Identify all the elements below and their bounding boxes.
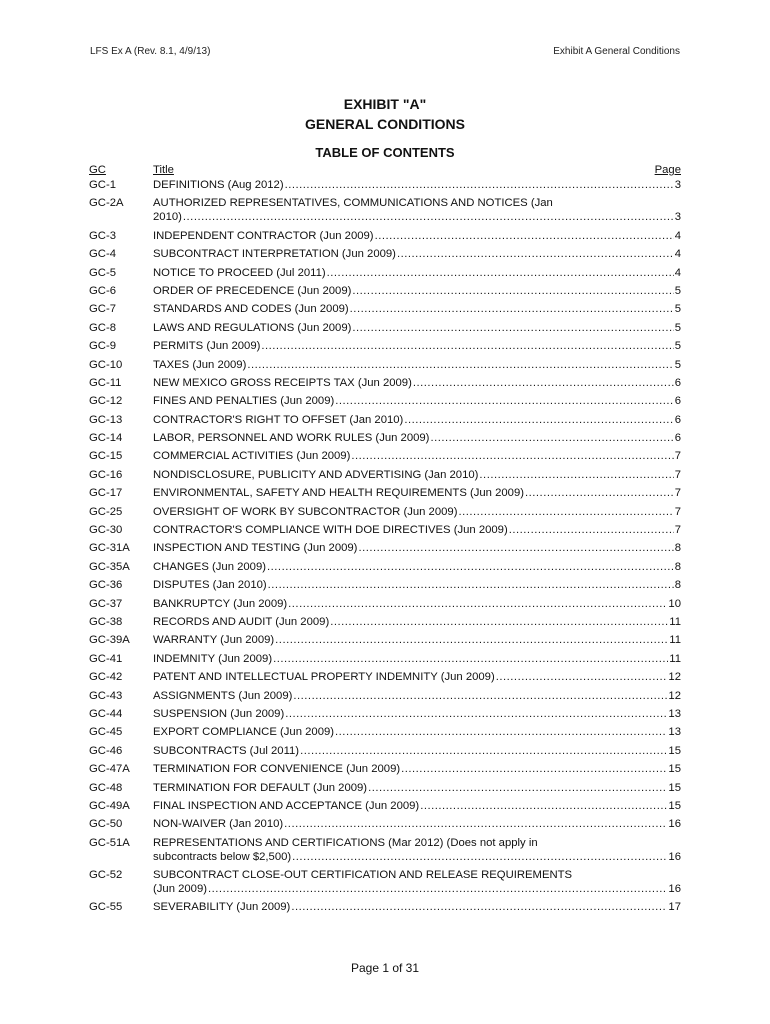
toc-entry-line bbox=[153, 900, 681, 914]
toc-entry-line bbox=[153, 358, 681, 372]
toc-entry[interactable] bbox=[89, 633, 681, 647]
toc-entry[interactable] bbox=[89, 266, 681, 280]
toc-entry-gc: GC-46 bbox=[89, 744, 123, 757]
toc-entry-line bbox=[153, 799, 681, 813]
toc-entry-title: NOTICE TO PROCEED (Jul 2011) bbox=[153, 266, 326, 279]
toc-entry-title: FINAL INSPECTION AND ACCEPTANCE (Jun 2009) bbox=[153, 799, 420, 812]
toc-entry-title: SUBCONTRACTS (Jul 2011) bbox=[153, 744, 300, 757]
toc-entry-title: WARRANTY (Jun 2009) bbox=[153, 634, 275, 647]
toc-entry-title: EXPORT COMPLIANCE (Jun 2009) bbox=[153, 726, 335, 739]
toc-entry-gc: GC-41 bbox=[89, 652, 123, 665]
toc-entry-body bbox=[153, 597, 681, 611]
toc-entry-line bbox=[153, 376, 681, 390]
dot-leader bbox=[275, 633, 668, 647]
toc-entry-title-line: REPRESENTATIONS AND CERTIFICATIONS (Mar 2012) (Does not apply in bbox=[153, 836, 538, 849]
toc-entry-gc: GC-42 bbox=[89, 671, 123, 684]
toc-entry-title: TERMINATION FOR DEFAULT (Jun 2009) bbox=[153, 781, 368, 794]
toc-entry-line bbox=[153, 652, 681, 666]
toc-entry[interactable] bbox=[89, 523, 681, 537]
toc-column-headers bbox=[89, 163, 681, 178]
dot-leader bbox=[208, 882, 667, 896]
toc-entry-line bbox=[153, 541, 681, 555]
page-footer: Page 1 of 31 bbox=[350, 961, 420, 975]
toc-entry-gc: GC-44 bbox=[89, 707, 123, 720]
toc-entry-title: INSPECTION AND TESTING (Jun 2009) bbox=[153, 542, 358, 555]
toc-entry-body bbox=[153, 799, 681, 813]
toc-entry-gc: GC-48 bbox=[89, 781, 123, 794]
toc-entry-title: PERMITS (Jun 2009) bbox=[153, 340, 261, 353]
toc-entry-body bbox=[153, 486, 681, 500]
toc-entry-line bbox=[153, 321, 681, 335]
toc-entry-page: 11 bbox=[669, 634, 681, 647]
toc-entry-line bbox=[153, 339, 681, 353]
toc-entry-gc: GC-30 bbox=[89, 524, 123, 537]
toc-entry[interactable] bbox=[89, 900, 681, 914]
toc-entry-body bbox=[153, 781, 681, 795]
toc-entry[interactable] bbox=[89, 652, 681, 666]
toc-entry-title: CHANGES (Jun 2009) bbox=[153, 560, 267, 573]
dot-leader bbox=[430, 431, 673, 445]
toc-entry-page: 5 bbox=[674, 284, 681, 297]
toc-entry-title: PATENT AND INTELLECTUAL PROPERTY INDEMNITY (Jun 2009) bbox=[153, 671, 495, 684]
toc-entry-gc: GC-13 bbox=[89, 413, 123, 426]
toc-entry[interactable] bbox=[89, 707, 681, 721]
dot-leader bbox=[351, 449, 673, 463]
toc-entry[interactable] bbox=[89, 560, 681, 574]
toc-entry-page: 7 bbox=[674, 505, 681, 518]
toc-entry-title: CONTRACTOR'S RIGHT TO OFFSET (Jan 2010) bbox=[153, 413, 404, 426]
toc-entry-page: 6 bbox=[674, 432, 681, 445]
toc-entry-page: 5 bbox=[674, 358, 681, 371]
toc-entry-body bbox=[153, 744, 681, 758]
toc-entry-title: subcontracts below $2,500) bbox=[153, 850, 292, 863]
toc-entry-title: OVERSIGHT OF WORK BY SUBCONTRACTOR (Jun 2009) bbox=[153, 505, 458, 518]
toc-entry-body bbox=[153, 321, 681, 335]
toc-entry-title: LABOR, PERSONNEL AND WORK RULES (Jun 2009) bbox=[153, 432, 430, 445]
toc-entry-page: 6 bbox=[674, 413, 681, 426]
toc-entry-body bbox=[153, 178, 681, 192]
toc-entry-gc: GC-17 bbox=[89, 487, 123, 500]
toc-entry-body bbox=[153, 560, 681, 574]
toc-entry-page: 7 bbox=[674, 468, 681, 481]
toc-entry-page: 13 bbox=[668, 726, 681, 739]
toc-entry-gc: GC-15 bbox=[89, 450, 123, 463]
toc-entry[interactable] bbox=[89, 541, 681, 555]
title-line-2: GENERAL CONDITIONS bbox=[305, 116, 465, 132]
dot-leader bbox=[285, 707, 667, 721]
toc-entry-body bbox=[153, 247, 681, 261]
toc-entry-page: 11 bbox=[669, 652, 681, 665]
toc-entry-line bbox=[153, 431, 681, 445]
toc-entry-page: 15 bbox=[668, 799, 681, 812]
toc-entry-gc: GC-3 bbox=[89, 229, 116, 242]
toc-entry-line bbox=[153, 247, 681, 261]
toc-entry-gc: GC-50 bbox=[89, 818, 123, 831]
toc-entry-page: 5 bbox=[674, 321, 681, 334]
toc-entry-line bbox=[153, 486, 681, 500]
toc-entry-page: 15 bbox=[668, 744, 681, 757]
toc-entry[interactable] bbox=[89, 670, 681, 684]
toc-entry-gc: GC-38 bbox=[89, 615, 123, 628]
toc-entry-title: DISPUTES (Jan 2010) bbox=[153, 579, 267, 592]
toc-entry-page: 4 bbox=[674, 248, 681, 261]
toc-entry-gc: GC-35A bbox=[89, 560, 130, 573]
toc-entry-gc: GC-10 bbox=[89, 358, 123, 371]
toc-entry-title: TERMINATION FOR CONVENIENCE (Jun 2009) bbox=[153, 763, 401, 776]
toc-entry-body bbox=[153, 578, 681, 592]
toc-entry-line bbox=[153, 284, 681, 298]
toc-entry-body bbox=[153, 836, 681, 864]
toc-entry-body bbox=[153, 505, 681, 519]
toc-entry[interactable] bbox=[89, 284, 681, 298]
dot-leader bbox=[458, 505, 673, 519]
toc-entry-page: 12 bbox=[668, 689, 681, 702]
toc-entry[interactable] bbox=[89, 836, 681, 864]
dot-leader bbox=[291, 900, 667, 914]
dot-leader bbox=[404, 413, 673, 427]
toc-entry-page: 16 bbox=[668, 818, 681, 831]
toc-entry-page: 16 bbox=[668, 883, 681, 896]
dot-leader bbox=[335, 725, 667, 739]
toc-entry-body bbox=[153, 284, 681, 298]
toc-entry-title: ASSIGNMENTS (Jun 2009) bbox=[153, 689, 293, 702]
toc-entry-page: 7 bbox=[674, 487, 681, 500]
dot-leader bbox=[284, 817, 667, 831]
toc-entry[interactable] bbox=[89, 321, 681, 335]
toc-entry-line bbox=[153, 762, 681, 776]
toc-entry-line bbox=[153, 302, 681, 316]
toc-entry-body bbox=[153, 707, 681, 721]
dot-leader bbox=[292, 850, 667, 864]
dot-leader bbox=[273, 652, 668, 666]
toc-entry-body bbox=[153, 689, 681, 703]
toc-entry[interactable] bbox=[89, 505, 681, 519]
toc-entry-page: 4 bbox=[674, 229, 681, 242]
toc-entry-title: RECORDS AND AUDIT (Jun 2009) bbox=[153, 615, 330, 628]
toc-entry-gc: GC-5 bbox=[89, 266, 116, 279]
toc-entry-body bbox=[153, 468, 681, 482]
toc-entry[interactable] bbox=[89, 868, 681, 896]
toc-entry-gc: GC-7 bbox=[89, 303, 116, 316]
dot-leader bbox=[358, 541, 673, 555]
toc-entry-title: STANDARDS AND CODES (Jun 2009) bbox=[153, 303, 349, 316]
toc-entry-page: 3 bbox=[674, 211, 681, 224]
header-left: LFS Ex A (Rev. 8.1, 4/9/13) bbox=[90, 46, 211, 57]
toc-entry[interactable] bbox=[89, 468, 681, 482]
toc-entry-line bbox=[153, 670, 681, 684]
toc-entry-line bbox=[153, 449, 681, 463]
toc-entry[interactable] bbox=[89, 578, 681, 592]
dot-leader bbox=[525, 486, 674, 500]
toc-entry[interactable] bbox=[89, 394, 681, 408]
dot-leader bbox=[413, 376, 674, 390]
toc-entry-page: 12 bbox=[668, 671, 681, 684]
toc-entry-line bbox=[153, 578, 681, 592]
toc-entry-gc: GC-14 bbox=[89, 432, 123, 445]
toc-entry-line bbox=[153, 615, 681, 629]
dot-leader bbox=[300, 744, 667, 758]
toc-entry-page: 16 bbox=[668, 850, 681, 863]
column-page: Page bbox=[654, 164, 681, 176]
toc-entry-page: 15 bbox=[668, 763, 681, 776]
toc-entry-title: LAWS AND REGULATIONS (Jun 2009) bbox=[153, 321, 352, 334]
toc-entry-gc: GC-16 bbox=[89, 468, 123, 481]
toc-entry-body bbox=[153, 266, 681, 280]
toc-entry-line bbox=[153, 781, 681, 795]
toc-entry[interactable] bbox=[89, 431, 681, 445]
toc-entry-gc: GC-1 bbox=[89, 179, 116, 191]
toc-entry-line bbox=[153, 394, 681, 408]
toc-entry-body bbox=[153, 670, 681, 684]
column-title: Title bbox=[153, 164, 174, 176]
toc-entry-body bbox=[153, 523, 681, 537]
toc-entry-gc: GC-45 bbox=[89, 726, 123, 739]
toc-entry-page: 3 bbox=[674, 179, 681, 191]
toc-entry-line bbox=[153, 210, 681, 224]
toc-entry-gc: GC-51A bbox=[89, 836, 130, 849]
dot-leader bbox=[288, 597, 667, 611]
toc-rows bbox=[89, 178, 681, 914]
toc-entry-body bbox=[153, 376, 681, 390]
toc-entry-line bbox=[153, 505, 681, 519]
toc-entry-gc: GC-4 bbox=[89, 248, 116, 261]
toc-entry[interactable] bbox=[89, 817, 681, 831]
toc-entry-page: 4 bbox=[674, 266, 681, 279]
toc-entry-title: INDEPENDENT CONTRACTOR (Jun 2009) bbox=[153, 229, 374, 242]
toc-entry[interactable] bbox=[89, 725, 681, 739]
toc-entry-gc: GC-2A bbox=[89, 197, 124, 210]
toc-entry[interactable] bbox=[89, 196, 681, 224]
toc-entry-body bbox=[153, 652, 681, 666]
toc-entry[interactable] bbox=[89, 178, 681, 192]
dot-leader bbox=[285, 178, 674, 192]
dot-leader bbox=[479, 468, 673, 482]
toc-entry-gc: GC-12 bbox=[89, 395, 123, 408]
toc-entry-gc: GC-9 bbox=[89, 340, 116, 353]
toc-entry[interactable] bbox=[89, 302, 681, 316]
toc-heading: TABLE OF CONTENTS bbox=[315, 145, 455, 160]
toc-entry-body bbox=[153, 229, 681, 243]
toc-entry[interactable] bbox=[89, 615, 681, 629]
toc-entry-title: FINES AND PENALTIES (Jun 2009) bbox=[153, 395, 335, 408]
toc-entry-body bbox=[153, 725, 681, 739]
dot-leader bbox=[350, 302, 674, 316]
toc-entry-gc: GC-55 bbox=[89, 901, 123, 914]
toc-entry-page: 5 bbox=[674, 340, 681, 353]
toc-entry[interactable] bbox=[89, 358, 681, 372]
toc-entry-line bbox=[153, 468, 681, 482]
dot-leader bbox=[375, 229, 674, 243]
toc-entry-line bbox=[153, 597, 681, 611]
toc-entry-title: NEW MEXICO GROSS RECEIPTS TAX (Jun 2009) bbox=[153, 376, 412, 389]
toc-entry-gc: GC-25 bbox=[89, 505, 123, 518]
toc-entry-gc: GC-37 bbox=[89, 597, 123, 610]
toc-entry-gc: GC-49A bbox=[89, 799, 130, 812]
toc-entry[interactable] bbox=[89, 229, 681, 243]
table-of-contents bbox=[89, 163, 681, 919]
toc-entry[interactable] bbox=[89, 339, 681, 353]
toc-entry-line bbox=[153, 266, 681, 280]
toc-entry-page: 6 bbox=[674, 395, 681, 408]
toc-entry-body bbox=[153, 339, 681, 353]
toc-entry-body bbox=[153, 541, 681, 555]
toc-entry[interactable] bbox=[89, 781, 681, 795]
header-right: Exhibit A General Conditions bbox=[553, 46, 680, 57]
toc-entry-body bbox=[153, 449, 681, 463]
toc-entry-line bbox=[153, 707, 681, 721]
dot-leader bbox=[352, 284, 673, 298]
toc-entry-body bbox=[153, 615, 681, 629]
toc-entry-page: 15 bbox=[668, 781, 681, 794]
toc-entry-gc: GC-39A bbox=[89, 634, 130, 647]
toc-entry-gc: GC-6 bbox=[89, 284, 116, 297]
toc-entry-body bbox=[153, 394, 681, 408]
toc-entry-title: ORDER OF PRECEDENCE (Jun 2009) bbox=[153, 284, 352, 297]
toc-entry-title-line: SUBCONTRACT CLOSE-OUT CERTIFICATION AND RELEASE REQUIREMENTS bbox=[153, 869, 573, 882]
toc-entry-body bbox=[153, 413, 681, 427]
toc-entry-gc: GC-11 bbox=[89, 376, 122, 389]
toc-entry-page: 8 bbox=[674, 542, 681, 555]
toc-entry-gc: GC-36 bbox=[89, 579, 123, 592]
toc-entry[interactable] bbox=[89, 762, 681, 776]
dot-leader bbox=[261, 339, 673, 353]
toc-entry-title: SUBCONTRACT INTERPRETATION (Jun 2009) bbox=[153, 248, 396, 261]
dot-leader bbox=[352, 321, 673, 335]
toc-entry-page: 5 bbox=[674, 303, 681, 316]
toc-entry-line bbox=[153, 633, 681, 647]
toc-entry-page: 10 bbox=[668, 597, 681, 610]
toc-entry-body bbox=[153, 431, 681, 445]
toc-entry-gc: GC-52 bbox=[89, 869, 123, 882]
dot-leader bbox=[330, 615, 668, 629]
column-gc: GC bbox=[89, 164, 106, 176]
toc-entry-line bbox=[153, 882, 681, 896]
dot-leader bbox=[496, 670, 668, 684]
dot-leader bbox=[268, 578, 674, 592]
dot-leader bbox=[183, 210, 674, 224]
toc-entry-title: BANKRUPTCY (Jun 2009) bbox=[153, 597, 288, 610]
toc-entry-body bbox=[153, 868, 681, 896]
dot-leader bbox=[267, 560, 674, 574]
toc-entry-gc: GC-47A bbox=[89, 763, 130, 776]
toc-entry-line bbox=[153, 229, 681, 243]
toc-entry[interactable] bbox=[89, 413, 681, 427]
toc-entry-title: SUSPENSION (Jun 2009) bbox=[153, 707, 285, 720]
toc-entry-title: ENVIRONMENTAL, SAFETY AND HEALTH REQUIREMENTS (Jun 2009) bbox=[153, 487, 524, 500]
toc-entry-title: NON-WAIVER (Jan 2010) bbox=[153, 818, 284, 831]
dot-leader bbox=[401, 762, 667, 776]
toc-entry-gc: GC-8 bbox=[89, 321, 116, 334]
toc-entry-title: (Jun 2009) bbox=[153, 883, 208, 896]
toc-entry-page: 8 bbox=[674, 579, 681, 592]
dot-leader bbox=[327, 266, 674, 280]
toc-entry-page: 17 bbox=[668, 901, 681, 914]
toc-entry-title: COMMERCIAL ACTIVITIES (Jun 2009) bbox=[153, 450, 351, 463]
toc-entry-line bbox=[153, 744, 681, 758]
toc-entry-body bbox=[153, 196, 681, 224]
toc-entry-line bbox=[153, 689, 681, 703]
toc-entry-title: CONTRACTOR'S COMPLIANCE WITH DOE DIRECTIVES (Jun 2009) bbox=[153, 524, 508, 537]
dot-leader bbox=[397, 247, 674, 261]
toc-entry-gc: GC-31A bbox=[89, 542, 130, 555]
toc-entry-body bbox=[153, 358, 681, 372]
toc-entry-body bbox=[153, 633, 681, 647]
dot-leader bbox=[293, 689, 667, 703]
toc-entry-line bbox=[153, 560, 681, 574]
title-line-1: EXHIBIT "A" bbox=[343, 96, 427, 112]
toc-entry-page: 7 bbox=[674, 524, 681, 537]
toc-entry-line bbox=[153, 725, 681, 739]
toc-entry[interactable] bbox=[89, 486, 681, 500]
toc-entry-title: INDEMNITY (Jun 2009) bbox=[153, 652, 273, 665]
toc-entry-body bbox=[153, 900, 681, 914]
toc-entry-line bbox=[153, 523, 681, 537]
toc-entry-title: NONDISCLOSURE, PUBLICITY AND ADVERTISING (Jan 2010) bbox=[153, 468, 479, 481]
toc-entry-gc: GC-43 bbox=[89, 689, 123, 702]
toc-entry-page: 7 bbox=[674, 450, 681, 463]
toc-entry[interactable] bbox=[89, 799, 681, 813]
toc-entry-body bbox=[153, 302, 681, 316]
toc-entry[interactable] bbox=[89, 376, 681, 390]
toc-entry-page: 11 bbox=[669, 615, 681, 628]
toc-entry-line bbox=[153, 817, 681, 831]
dot-leader bbox=[509, 523, 674, 537]
toc-entry-title: TAXES (Jun 2009) bbox=[153, 358, 247, 371]
toc-entry-page: 8 bbox=[674, 560, 681, 573]
toc-entry-line bbox=[153, 413, 681, 427]
toc-entry-page: 6 bbox=[674, 376, 681, 389]
toc-entry[interactable] bbox=[89, 744, 681, 758]
document-title bbox=[0, 94, 770, 134]
dot-leader bbox=[368, 781, 667, 795]
toc-entry-title: DEFINITIONS (Aug 2012) bbox=[153, 179, 284, 191]
toc-entry-body bbox=[153, 817, 681, 831]
toc-entry-line bbox=[153, 850, 681, 864]
toc-entry[interactable] bbox=[89, 689, 681, 703]
toc-entry[interactable] bbox=[89, 449, 681, 463]
toc-entry-title: SEVERABILITY (Jun 2009) bbox=[153, 901, 291, 914]
toc-entry[interactable] bbox=[89, 597, 681, 611]
toc-entry-line bbox=[153, 178, 681, 192]
dot-leader bbox=[420, 799, 667, 813]
toc-entry[interactable] bbox=[89, 247, 681, 261]
toc-entry-body bbox=[153, 762, 681, 776]
dot-leader bbox=[335, 394, 673, 408]
toc-entry-title: 2010) bbox=[153, 211, 182, 224]
dot-leader bbox=[247, 358, 673, 372]
toc-entry-page: 13 bbox=[668, 707, 681, 720]
toc-entry-title-line: AUTHORIZED REPRESENTATIVES, COMMUNICATIONS AND NOTICES (Jan bbox=[153, 197, 553, 210]
